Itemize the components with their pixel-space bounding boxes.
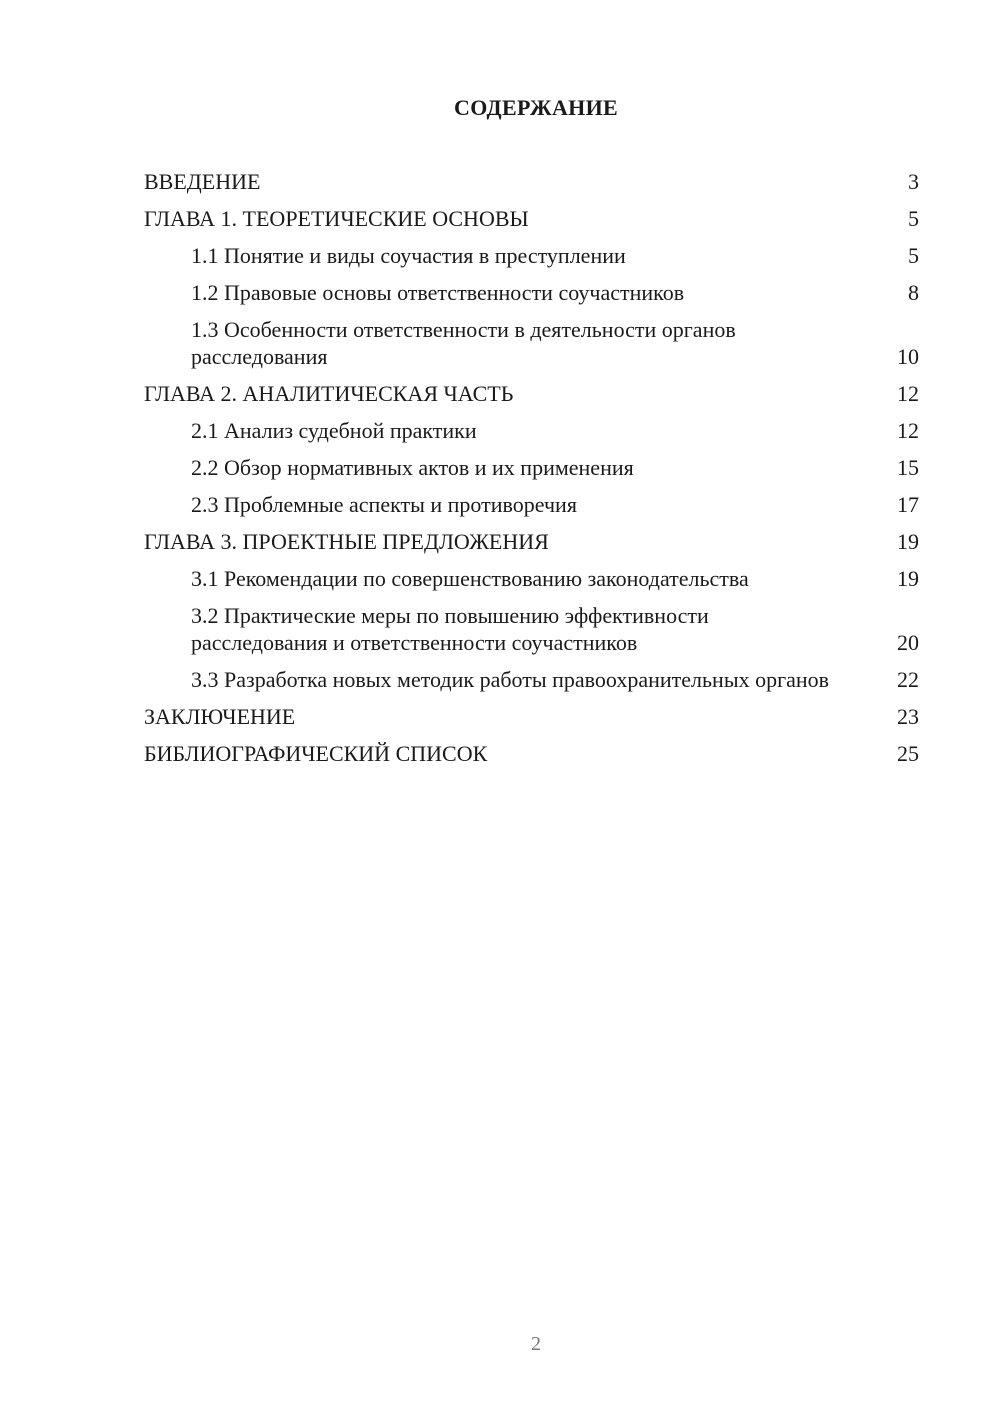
toc-entry-page: 17 — [897, 492, 919, 517]
toc-entry-text: ЗАКЛЮЧЕНИЕ — [144, 704, 296, 729]
toc-entry-text: 2.3 Проблемные аспекты и противоречия — [191, 492, 577, 517]
toc-entry-section-2-3 — [144, 491, 919, 518]
toc-entry-text: ГЛАВА 3. ПРОЕКТНЫЕ ПРЕДЛОЖЕНИЯ — [144, 529, 549, 554]
toc-entry-page: 8 — [908, 280, 919, 305]
toc-entry-section-1-3 — [144, 316, 919, 370]
toc-entry-text: 1.2 Правовые основы ответственности соучастников — [191, 280, 685, 305]
toc-entry-introduction — [144, 168, 919, 195]
toc-entry-section-2-2 — [144, 454, 919, 481]
toc-entry-section-2-1 — [144, 417, 919, 444]
toc-entry-page: 19 — [897, 529, 919, 554]
toc-entry-page: 12 — [897, 418, 919, 443]
toc-entry-page: 5 — [908, 243, 919, 268]
toc-entry-text: 3.3 Разработка новых методик работы правоохранительных органов — [191, 667, 830, 692]
toc-entry-text: ГЛАВА 1. ТЕОРЕТИЧЕСКИЕ ОСНОВЫ — [144, 206, 529, 231]
toc-entry-section-1-2 — [144, 279, 919, 306]
toc-entry-conclusion — [144, 703, 919, 730]
page-number: 2 — [531, 1333, 541, 1355]
toc-entry-text: 3.1 Рекомендации по совершенствованию законодательства — [191, 566, 749, 591]
toc-entry-page: 10 — [897, 344, 919, 369]
toc-entry-text: ГЛАВА 2. АНАЛИТИЧЕСКАЯ ЧАСТЬ — [144, 381, 514, 406]
toc-entry-chapter-2 — [144, 380, 919, 407]
toc-entry-section-3-3 — [144, 666, 919, 693]
toc-entry-bibliography — [144, 740, 919, 767]
toc-entry-page: 15 — [897, 455, 919, 480]
page-title: СОДЕРЖАНИЕ — [454, 95, 618, 120]
toc-entry-page: 12 — [897, 381, 919, 406]
toc-entry-chapter-3 — [144, 528, 919, 555]
toc-entry-page: 3 — [908, 169, 919, 194]
toc-entry-section-3-2 — [144, 602, 919, 656]
toc-entry-page: 22 — [897, 667, 919, 692]
table-of-contents — [144, 168, 919, 777]
toc-entry-page: 5 — [908, 206, 919, 231]
toc-entry-page: 20 — [897, 630, 919, 655]
toc-entry-page: 19 — [897, 566, 919, 591]
toc-entry-chapter-1 — [144, 205, 919, 232]
toc-entry-text: БИБЛИОГРАФИЧЕСКИЙ СПИСОК — [144, 741, 488, 766]
toc-entry-page: 23 — [897, 704, 919, 729]
toc-entry-text: 2.2 Обзор нормативных актов и их применения — [191, 455, 634, 480]
toc-entry-section-3-1 — [144, 565, 919, 592]
toc-entry-section-1-1 — [144, 242, 919, 269]
toc-entry-text: 1.1 Понятие и виды соучастия в преступлении — [191, 243, 626, 268]
toc-entry-text: ВВЕДЕНИЕ — [144, 169, 261, 194]
toc-entry-text: 3.2 Практические меры по повышению эффективности расследования и ответственности соучастников — [191, 603, 709, 655]
toc-entry-text: 2.1 Анализ судебной практики — [191, 418, 477, 443]
toc-entry-text: 1.3 Особенности ответственности в деятельности органов расследования — [191, 317, 736, 369]
toc-entry-page: 25 — [897, 741, 919, 766]
